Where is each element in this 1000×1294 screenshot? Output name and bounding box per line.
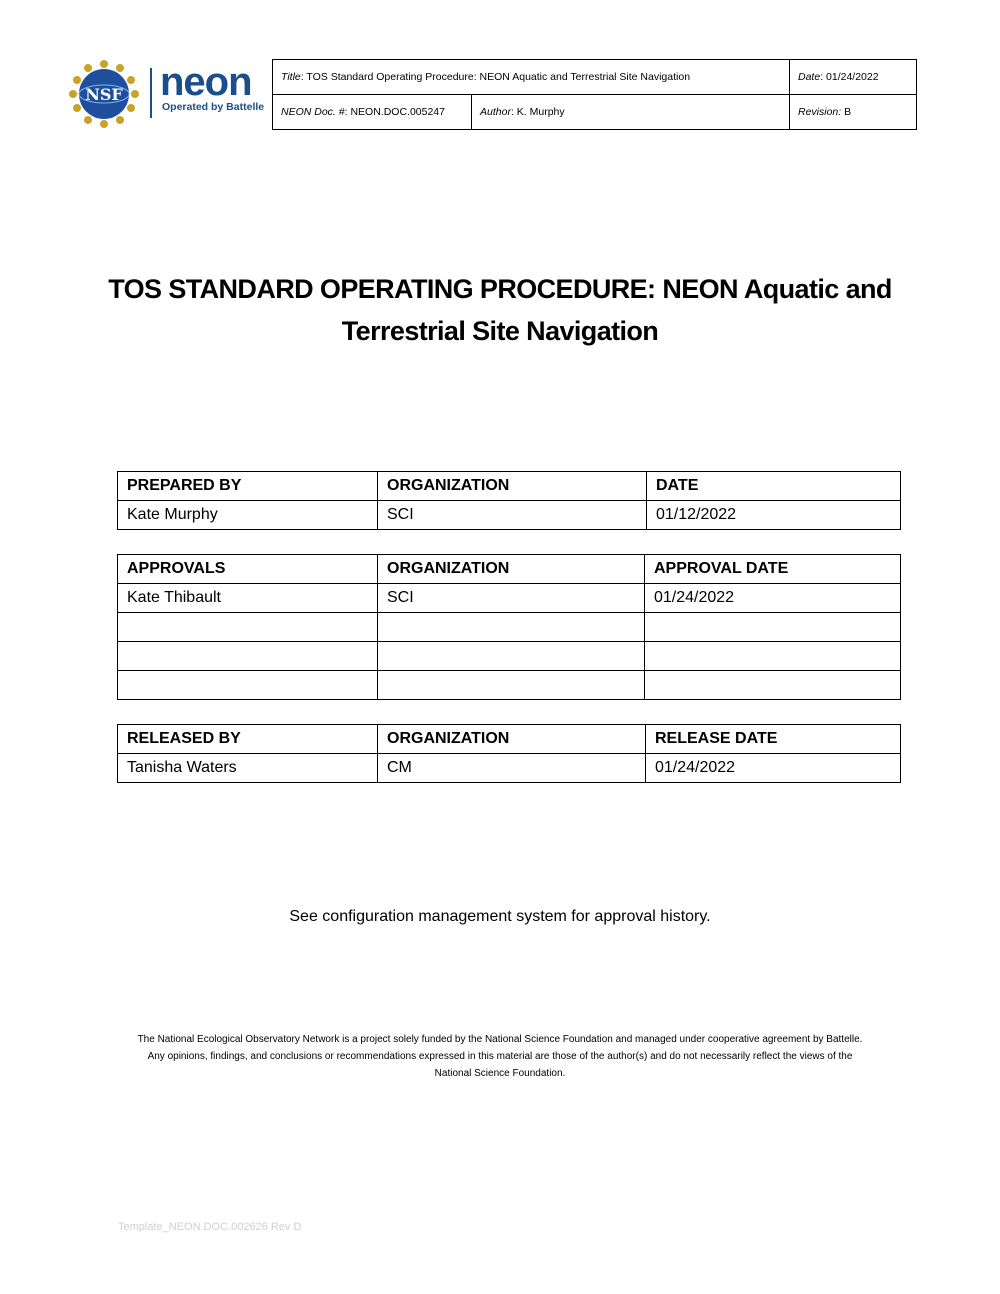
author-value: : K. Murphy xyxy=(510,106,565,118)
config-management-note: See configuration management system for approval history. xyxy=(289,908,711,925)
table-cell xyxy=(645,642,901,671)
neon-wordmark: neon xyxy=(160,60,252,104)
title-value: : TOS Standard Operating Procedure: NEON Aquatic and Terrestrial Site Navigation xyxy=(300,71,691,83)
column-header: ORGANIZATION xyxy=(378,725,646,754)
column-header: RELEASED BY xyxy=(118,725,378,754)
header-title-cell xyxy=(273,60,790,95)
table-cell: CM xyxy=(378,754,646,783)
table-cell: Kate Thibault xyxy=(118,584,378,613)
svg-text:NSF: NSF xyxy=(85,85,123,104)
disclaimer-line: The National Ecological Observatory Network is a project solely funded by the National Science Foundation and managed under cooperative agreement by Battelle. xyxy=(137,1034,863,1045)
column-header: RELEASE DATE xyxy=(646,725,901,754)
table-row xyxy=(118,584,901,613)
revision-label: Revision: xyxy=(798,106,842,118)
table-cell: 01/24/2022 xyxy=(645,584,901,613)
neon-tagline: Operated by Battelle xyxy=(162,101,265,113)
nsf-seal-icon xyxy=(68,60,140,128)
header-revision-cell xyxy=(790,95,917,130)
title-label: Title xyxy=(281,71,301,83)
funding-disclaimer xyxy=(100,1031,900,1082)
column-header: ORGANIZATION xyxy=(378,555,645,584)
date-label: Date xyxy=(798,71,821,83)
table-row xyxy=(118,613,901,642)
table-cell xyxy=(118,613,378,642)
column-header: ORGANIZATION xyxy=(378,472,647,501)
table-cell: SCI xyxy=(378,501,647,530)
table-row xyxy=(118,754,901,783)
disclaimer-line: National Science Foundation. xyxy=(434,1068,566,1079)
logo-divider xyxy=(150,68,152,118)
column-header: PREPARED BY xyxy=(118,472,378,501)
table-cell: Tanisha Waters xyxy=(118,754,378,783)
table-cell xyxy=(645,671,901,700)
column-header: APPROVAL DATE xyxy=(645,555,901,584)
header-info-table xyxy=(272,59,917,130)
table-cell xyxy=(378,642,645,671)
table-cell: 01/12/2022 xyxy=(647,501,901,530)
table-row xyxy=(118,671,901,700)
template-id: Template_NEON.DOC.002626 Rev D xyxy=(118,1221,302,1233)
table-cell xyxy=(378,613,645,642)
date-value: : 01/24/2022 xyxy=(820,71,879,83)
prepared-by-table xyxy=(117,471,901,530)
document-title: TOS STANDARD OPERATING PROCEDURE: NEON Aquatic and Terrestrial Site Navigation xyxy=(108,274,892,346)
doc-label: NEON Doc. # xyxy=(281,106,345,118)
column-header: APPROVALS xyxy=(118,555,378,584)
revision-value: B xyxy=(841,106,852,118)
table-cell: Kate Murphy xyxy=(118,501,378,530)
doc-value: : NEON.DOC.005247 xyxy=(344,106,445,118)
disclaimer-line: Any opinions, findings, and conclusions or recommendations expressed in this material are those of the author(s) and do not necessarily reflect the views of the xyxy=(147,1051,853,1062)
column-header: DATE xyxy=(647,472,901,501)
neon-logo xyxy=(68,58,270,130)
table-cell xyxy=(118,671,378,700)
table-header-row xyxy=(118,555,901,584)
author-label: Author xyxy=(480,106,511,118)
released-by-table xyxy=(117,724,901,783)
header-date-cell xyxy=(790,60,917,95)
table-row xyxy=(118,501,901,530)
table-header-row xyxy=(118,472,901,501)
table-cell xyxy=(378,671,645,700)
table-header-row xyxy=(118,725,901,754)
table-row xyxy=(118,642,901,671)
header-author-cell xyxy=(472,95,790,130)
table-cell: 01/24/2022 xyxy=(646,754,901,783)
header-doc-cell xyxy=(273,95,472,130)
table-cell xyxy=(118,642,378,671)
table-cell: SCI xyxy=(378,584,645,613)
table-cell xyxy=(645,613,901,642)
approvals-table xyxy=(117,554,901,700)
